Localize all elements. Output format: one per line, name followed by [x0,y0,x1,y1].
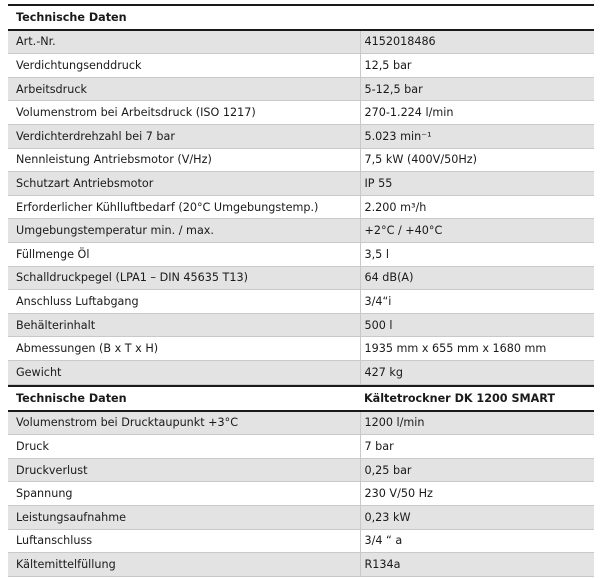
spec-label: Anschluss Luftabgang [8,290,360,314]
spec-value: 7,5 kW (400V/50Hz) [360,148,594,172]
table-row [8,458,594,482]
spec-label: Umgebungstemperatur min. / max. [8,219,360,243]
spec-label: Spannung [8,482,360,506]
table-row [8,290,594,314]
header-value [360,6,594,30]
spec-label: Art.-Nr. [8,30,360,54]
spec-label: Abmessungen (B x T x H) [8,337,360,361]
header-label: Technische Daten [8,6,360,30]
spec-value: 230 V/50 Hz [360,482,594,506]
spec-value: 3/4“i [360,290,594,314]
table-row [8,101,594,125]
spec-value: 5.023 min⁻¹ [360,124,594,148]
spec-label: Erforderlicher Kühlluftbedarf (20°C Umgebungstemp.) [8,195,360,219]
spec-value: 3/4 “ a [360,529,594,553]
spec-value: +2°C / +40°C [360,219,594,243]
spec-label: Volumenstrom bei Arbeitsdruck (ISO 1217) [8,101,360,125]
table-row [8,30,594,54]
spec-value: 500 l [360,313,594,337]
spec-label: Druck [8,435,360,459]
spec-value: R134a [360,553,594,577]
table-row [8,482,594,506]
spec-value: 2.200 m³/h [360,195,594,219]
table-row [8,411,594,435]
table-row [8,54,594,78]
spec-value: 1200 l/min [360,411,594,435]
spec-label: Volumenstrom bei Drucktaupunkt +3°C [8,411,360,435]
spec-label: Behälterinhalt [8,313,360,337]
table-row [8,435,594,459]
spec-value: 0,23 kW [360,505,594,529]
spec-value: 5-12,5 bar [360,77,594,101]
spec-value: 4152018486 [360,30,594,54]
spec-label: Nennleistung Antriebsmotor (V/Hz) [8,148,360,172]
spec-value: 270-1.224 l/min [360,101,594,125]
header-value: Kältetrockner DK 1200 SMART [360,387,594,411]
table-row [8,360,594,384]
table-row [8,242,594,266]
spec-value: 0,25 bar [360,458,594,482]
spec-label: Schalldruckpegel (LPA1 – DIN 45635 T13) [8,266,360,290]
spec-value: 7 bar [360,435,594,459]
spec-value: 12,5 bar [360,54,594,78]
table-row [8,77,594,101]
spec-value: 64 dB(A) [360,266,594,290]
technical-data-table-compressor [8,6,594,385]
spec-value: 427 kg [360,360,594,384]
table-row [8,529,594,553]
spec-label: Kältemittelfüllung [8,553,360,577]
table-row [8,553,594,577]
spec-label: Verdichtungsenddruck [8,54,360,78]
table-header-row [8,387,594,411]
spec-label: Füllmenge Öl [8,242,360,266]
table-row [8,219,594,243]
spec-label: Druckverlust [8,458,360,482]
spec-value: 1935 mm x 655 mm x 1680 mm [360,337,594,361]
table-row [8,195,594,219]
table-row [8,505,594,529]
table-row [8,148,594,172]
spec-label: Verdichterdrehzahl bei 7 bar [8,124,360,148]
table-row [8,172,594,196]
spec-value: IP 55 [360,172,594,196]
spec-label: Gewicht [8,360,360,384]
table-row [8,337,594,361]
spec-value: 3,5 l [360,242,594,266]
table-row [8,313,594,337]
technical-data-table-dryer [8,387,594,577]
spec-label: Arbeitsdruck [8,77,360,101]
spec-label: Schutzart Antriebsmotor [8,172,360,196]
table-row [8,266,594,290]
spec-label: Leistungsaufnahme [8,505,360,529]
header-label: Technische Daten [8,387,360,411]
spec-label: Luftanschluss [8,529,360,553]
table-row [8,124,594,148]
table-header-row [8,6,594,30]
